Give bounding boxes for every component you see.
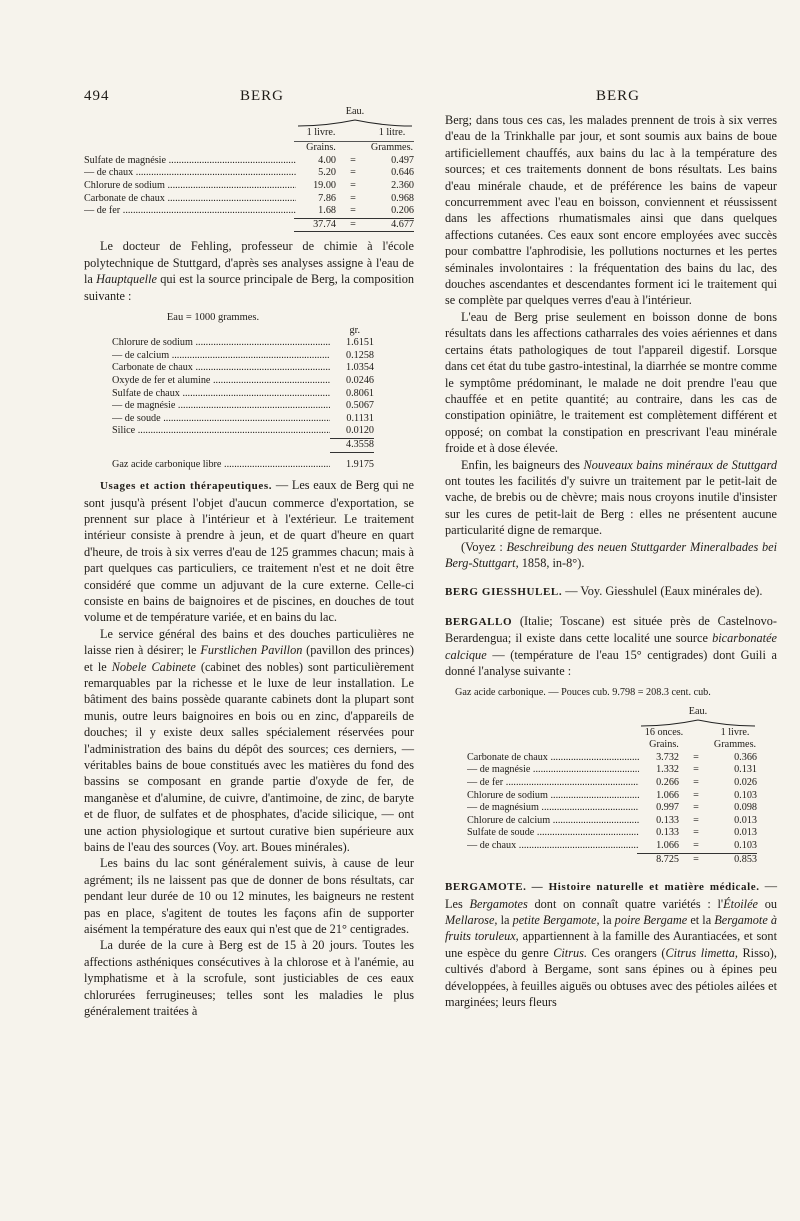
row-value: 1.6151 <box>345 337 374 349</box>
table-row <box>112 400 374 413</box>
paragraph: Usages et action thérapeutiques. — Les eaux de Berg qui ne sont jusqu'à présent l'objet d'aucun commerce d'exportation, se prennent sur place à l'intérieur et à l'extérieur. Le traitement intérieur consiste à prendre à jeun, et de quart d'heure en quart d'heure, de trois à six verres d'eau de 125 grammes chacun; mais à part quelques cas particuliers, ce traitement n'est et ne doit être considéré que comme un adjuvant de la cure externe. Celle-ci consiste en bains de baignoires et de piscines, en douches de tout volume et de température variée, et en bains du lac. <box>84 478 415 625</box>
row-value: 0.1258 <box>345 349 374 361</box>
gas-value: 1.9175 <box>345 458 374 470</box>
row-label: — de magnésie ..... <box>467 764 639 777</box>
analysis-table-3 <box>445 706 757 866</box>
brace <box>296 119 414 127</box>
value-2: 0.013 <box>734 827 757 839</box>
table-row <box>112 362 374 375</box>
row-value: 0.5067 <box>345 400 374 412</box>
row-value: 0.0120 <box>345 425 374 437</box>
running-title-left: BERG <box>240 88 285 104</box>
table-row <box>467 827 757 840</box>
row-label: — de chaux ..... <box>84 167 296 180</box>
row-label: Chlorure de sodium ..... <box>112 337 330 350</box>
value-2: 0.013 <box>734 814 757 826</box>
paragraph: Enfin, les baigneurs des Nouveaux bains minéraux de Stuttgard ont toutes les facilités d'y suivre un traitement par le petit-lait de vache, de brebis ou de chèvre; mais nous croyons inutile d'insister sur les cures de petit-lait de Berg : elles ne présentent aucune particularité digne de remarque. <box>445 457 778 538</box>
row-label: Carbonate de chaux ..... <box>112 362 330 375</box>
unit-1: Grains. <box>306 142 336 154</box>
row-label: — de chaux ..... <box>467 840 639 853</box>
left-column <box>84 106 415 1020</box>
table-row <box>467 777 757 790</box>
value-1: 1.066 <box>656 839 679 851</box>
row-label: — de magnésium ..... <box>467 802 639 815</box>
equals: = <box>693 827 699 839</box>
table-top-label: Eau. <box>345 106 365 117</box>
value-2: 0.206 <box>391 205 414 217</box>
value-2: 2.360 <box>391 179 414 191</box>
gas-label: Gaz acide carbonique libre ..... <box>112 459 330 472</box>
value-1: 4.00 <box>318 154 336 166</box>
table-row <box>112 375 374 388</box>
row-label: Chlorure de sodium ..... <box>467 790 639 803</box>
row-label: Sulfate de magnésie ..... <box>84 155 296 168</box>
value-2: 0.646 <box>391 167 414 179</box>
entry-giesshulel: BERG GIESSHULEL. — Voy. Giesshulel (Eaux minérales de). <box>445 584 763 599</box>
equals: = <box>350 205 356 217</box>
row-value: 0.8061 <box>345 387 374 399</box>
value-2: 0.131 <box>734 764 757 776</box>
entry-bergamote: BERGAMOTE. — Histoire naturelle et matière médicale. — Les Bergamotes dont on connaît quatre variétés : l'Étoilée ou Mellarose, la petite Bergamote, la poire Bergame et la Bergamote à fruits toruleux, appartiennent à la famille des Aurantiacées, et sont une espèce du genre Citrus. Ces orangers (Citrus limetta, Risso), cultivés d'abord à Bergame, sont sans épines ou à épines peu développées, à feuilles aiguës ou obtuses avec des pétioles ailées et marginées; leurs fleurs <box>445 879 778 1009</box>
table-row <box>467 815 757 828</box>
table-row <box>84 193 414 206</box>
table-row <box>84 167 414 180</box>
table-row <box>84 155 414 168</box>
value-1: 0.133 <box>656 827 679 839</box>
row-value: 0.1131 <box>346 412 374 424</box>
value-1: 5.20 <box>318 167 336 179</box>
running-title-right: BERG <box>596 88 641 104</box>
total-eq: = <box>350 218 356 230</box>
col-head-2: 1 livre. <box>720 726 750 738</box>
total-1: 37.74 <box>313 218 336 230</box>
row-value: 1.0354 <box>345 362 374 374</box>
table-row <box>467 764 757 777</box>
paragraph: Les bains du lac sont généralement suivis, à cause de leur agrément; ils ne laissent pas que de donner de bons résultats, car pendant leur durée de 10 ou 12 minutes, les baigneurs ne restent pas en place, s'agitent de toutes les façons afin de supporter aisément la température des eaux qui n'est que de 21° centigrades. <box>84 856 414 937</box>
table-row <box>467 752 757 765</box>
unit-2: Grammes. <box>713 739 757 751</box>
total-2: 0.853 <box>734 853 757 865</box>
brace <box>639 719 757 727</box>
table-top-label: Eau. <box>688 706 708 717</box>
col-head-2: 1 litre. <box>378 126 406 138</box>
table-row <box>112 425 374 438</box>
total-1: 8.725 <box>656 853 679 865</box>
table-row <box>112 388 374 401</box>
paragraph: Le docteur de Fehling, professeur de chimie à l'école polytechnique de Stuttgard, d'après ses analyses assigne à l'eau de la Hauptquelle qui est la source principale de Berg, la composition suivante : <box>84 239 414 303</box>
paragraph: La durée de la cure à Berg est de 15 à 20 jours. Toutes les affections asthéniques consécutives à la chlorose et à l'anémie, au lymphatisme et à la scrofule, sont justiciables de ces eaux chlorurées ferrugineuses; telles sont les maladies le plus généralement traitées à <box>84 938 414 1019</box>
value-1: 3.732 <box>656 751 679 763</box>
analysis-table-2 <box>84 312 374 471</box>
value-2: 0.103 <box>734 789 757 801</box>
paragraph: L'eau de Berg prise seulement en boisson donne de bons résultats dans les affections catharrales des voies aériennes et dans certains états pathologiques de tout l'appareil digestif. Lorsque dans cet état du tube gastro-intestinal, la diarrhée se montre comme le symptôme prédominant, le malade ne doit prendre l'eau que chauffée et en petite quantité; au contraire, dans les cas de constipation opiniâtre, le traitement est complètement différent et opposé; on combat la constipation en prescrivant l'eau minérale froide et à dose élevée. <box>445 309 777 456</box>
value-2: 0.366 <box>734 751 757 763</box>
unit-1: Grains. <box>649 739 679 751</box>
row-label: Carbonate de chaux ..... <box>84 193 296 206</box>
equals: = <box>693 814 699 826</box>
row-label: Silice ..... <box>112 425 330 438</box>
row-label: Carbonate de chaux ..... <box>467 752 639 765</box>
value-2: 0.026 <box>734 776 757 788</box>
row-label: — de soude ..... <box>112 413 330 426</box>
value-2: 0.098 <box>734 802 757 814</box>
value-2: 0.497 <box>391 154 414 166</box>
table-row <box>467 802 757 815</box>
section-heading: Usages et action thérapeutiques. <box>100 480 273 493</box>
value-1: 0.997 <box>656 802 679 814</box>
row-label: Sulfate de chaux ..... <box>112 388 330 401</box>
equals: = <box>350 154 356 166</box>
value-1: 0.266 <box>656 776 679 788</box>
value-2: 0.103 <box>734 839 757 851</box>
equals: = <box>693 802 699 814</box>
row-label: — de fer ..... <box>84 205 296 218</box>
row-label: Oxyde de fer et alumine ..... <box>112 375 330 388</box>
row-label: Sulfate de soude ..... <box>467 827 639 840</box>
row-label: — de magnésie ..... <box>112 400 330 413</box>
paragraph: (Voyez : Beschreibung des neuen Stuttgarder Mineralbades bei Berg-Stuttgart, 1858, in-8°). <box>445 539 778 570</box>
equals: = <box>693 764 699 776</box>
analysis-table-1 <box>84 106 414 232</box>
value-1: 19.00 <box>313 179 336 191</box>
total: 4.3558 <box>345 438 374 450</box>
equals: = <box>350 192 356 204</box>
unit: gr. <box>349 324 360 336</box>
value-1: 0.133 <box>656 814 679 826</box>
equals: = <box>693 751 699 763</box>
col-head-1: 16 onces. <box>644 726 684 738</box>
equals: = <box>693 789 699 801</box>
entry-bergallo: BERGALLO (Italie; Toscane) est située près de Castelnovo-Berardengua; il existe dans cette localité une source bicarbonatée calcique — (température de l'eau 15° centigrades) dont Guili a donné l'analyse suivante : <box>445 613 777 678</box>
row-label: — de calcium ..... <box>112 350 330 363</box>
col-head-1: 1 livre. <box>306 126 336 138</box>
equals: = <box>693 839 699 851</box>
table-row <box>112 350 374 363</box>
value-1: 1.332 <box>656 764 679 776</box>
value-1: 1.066 <box>656 789 679 801</box>
total-eq: = <box>693 853 699 865</box>
unit-2: Grammes. <box>370 142 414 154</box>
paragraph: Berg; dans tous ces cas, les malades prennent de trois à six verres d'eau de la Trinkhalle par jour, et sont soumis aux bains de boue artificiellement chauffés, aux bains du lac à la température des sources; et ces traitements donnent de bons résultats. Les bains d'eau minérale chaude, et de préférence les bains de vapeur concurremment avec l'eau en boisson, conviennent et réussissent dans les affections rhumatismales ainsi que dans quelques affections cutanées. Ces eaux sont encore employées avec succès pour combattre l'aphrodisie, les pollutions nocturnes et les pertes séminales involontaires : la fréquentation des bains du lac, des douches ascendantes et descendantes forment ici le traitement qui se complète par quelques verres d'eau à l'intérieur. <box>445 113 777 308</box>
table-row <box>84 180 414 193</box>
value-1: 1.68 <box>318 205 336 217</box>
row-label: Chlorure de sodium ..... <box>84 180 296 193</box>
equals: = <box>693 776 699 788</box>
table-row <box>84 205 414 218</box>
row-label: Chlorure de calcium ..... <box>467 815 639 828</box>
table-row <box>112 337 374 350</box>
table-row <box>467 790 757 803</box>
table-row <box>112 413 374 426</box>
right-column <box>445 112 777 1010</box>
row-value: 0.0246 <box>345 374 374 386</box>
equals: = <box>350 167 356 179</box>
equals: = <box>350 179 356 191</box>
row-label: — de fer ..... <box>467 777 639 790</box>
gas-line: Gaz acide carbonique. — Pouces cub. 9.798 = 208.3 cent. cub. <box>455 687 711 699</box>
value-2: 0.968 <box>391 192 414 204</box>
table-caption: Eau = 1000 grammes. <box>166 311 260 323</box>
paragraph: Le service général des bains et des douches particulières ne laisse rien à désirer; le Furstlichen Pavillon (pavillon des princes) et le Nobele Cabinete (cabinet des nobles) sont particulièrement remarquables par la richesse et le luxe de leur installation. Le bâtiment des bains possède quarante cabinets dont la plupart sont munis, outre leurs baignoires en bois ou en zinc, d'appareils de douches; il y existe deux salles spécialement réservées pour l'administration des bains du dépôt des sources; ces derniers, — véritables bains de boue constitués avec les matières du fond des bassins se composant en grande partie d'oxyde de fer, de manganèse et d'alumine, de cuivre, d'antimoine, de zinc, de baryte et de fluor, de sulfates et de phosphates, d'acide silicique, — ont une action physiologique et surtout curative bien supérieure aux bains de l'eau des sources (Voy. art. Boues minérales). <box>84 626 414 855</box>
page-number: 494 <box>84 88 110 104</box>
value-1: 7.86 <box>318 192 336 204</box>
table-row <box>467 840 757 853</box>
total-2: 4.677 <box>391 218 414 230</box>
